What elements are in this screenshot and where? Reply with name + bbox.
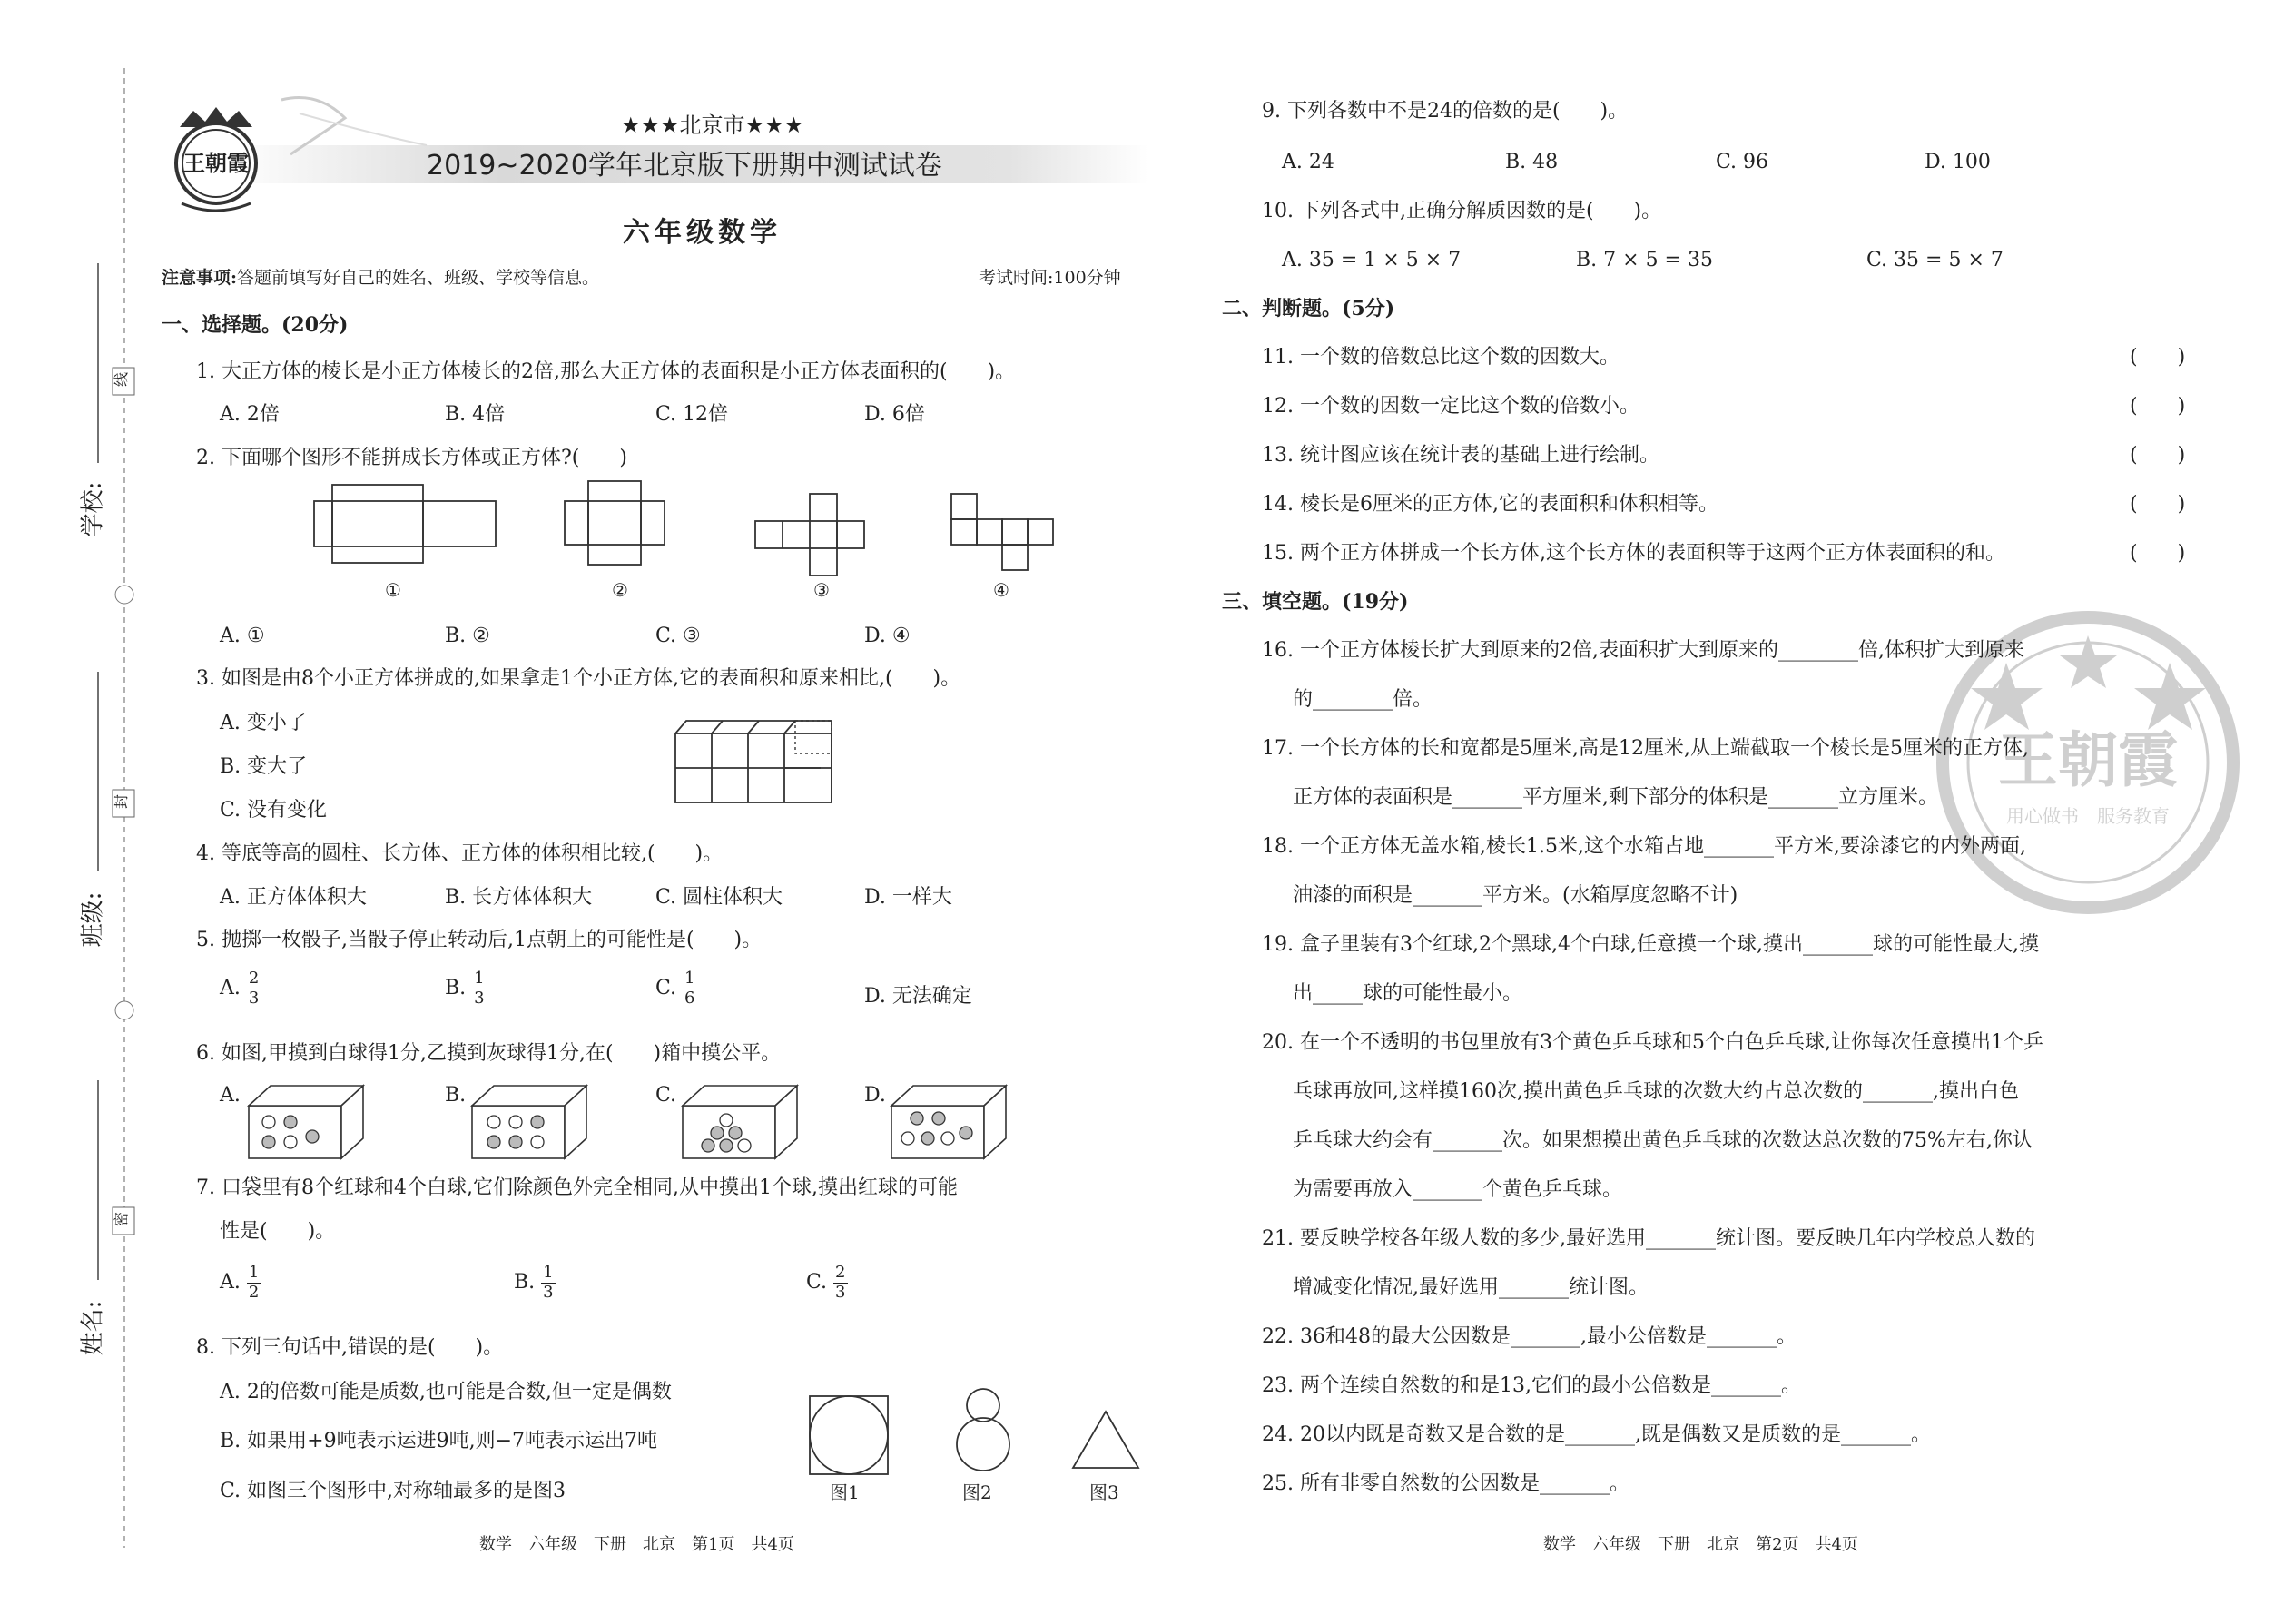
q1-option-c[interactable]: C. 12倍 [655, 403, 729, 426]
q3-option-b[interactable]: B. 变大了 [220, 755, 308, 778]
footer-left: 数学 六年级 下册 北京 第1页 共4页 [479, 1535, 794, 1554]
q4-option-c[interactable]: C. 圆柱体积大 [655, 886, 783, 909]
q20-line4: 为需要再放入_______个黄色乒乓球。 [1293, 1178, 1623, 1201]
q1-option-a[interactable]: A. 2倍 [220, 403, 280, 426]
q5-stem: 5. 抛掷一枚骰子,当骰子停止转动后,1点朝上的可能性是( )。 [196, 929, 763, 951]
q23-text: 23. 两个连续自然数的和是13,它们的最小公倍数是_______。 [1262, 1374, 1801, 1397]
notice-text: 答题前填写好自己的姓名、班级、学校等信息。 [237, 268, 600, 288]
q2-option-c[interactable]: C. ③ [655, 625, 701, 647]
q20-line1: 20. 在一个不透明的书包里放有3个黄色乒乓球和5个白色乒乓球,让你每次任意摸出1个乒 [1262, 1031, 2043, 1054]
q2-figure-2-label: ② [612, 579, 628, 601]
name-label: 姓名: [79, 1300, 107, 1356]
q16-line2: 的________倍。 [1293, 688, 1433, 711]
q12-text: 12. 一个数的因数一定比这个数的倍数小。 [1262, 395, 1639, 418]
q7-stem: 7. 口袋里有8个红球和4个白球,它们除颜色外完全相同,从中摸出1个球,摸出红球的可能 [196, 1176, 958, 1199]
fraction-numerator: 2 [835, 1263, 846, 1282]
q22-text: 22. 36和48的最大公因数是_______,最小公倍数是_______。 [1262, 1325, 1797, 1348]
q1-option-d[interactable]: D. 6倍 [864, 403, 925, 426]
q8-figure-1-label: 图1 [830, 1481, 860, 1503]
q9-option-d[interactable]: D. 100 [1925, 151, 1991, 173]
q6-stem: 6. 如图,甲摸到白球得1分,乙摸到灰球得1分,在( )箱中摸公平。 [196, 1042, 782, 1065]
fraction-numerator: 1 [248, 1263, 260, 1282]
q3-option-a[interactable]: A. 变小了 [220, 712, 307, 734]
exam-time: 考试时间:100分钟 [979, 268, 1121, 288]
q18-line2: 油漆的面积是_______平方米。(水箱厚度忽略不计) [1293, 884, 1738, 907]
q4-option-d[interactable]: D. 一样大 [864, 886, 952, 909]
q17-line2: 正方体的表面积是_______平方厘米,剩下部分的体积是_______立方厘米。 [1293, 786, 1938, 809]
fraction-denominator: 3 [543, 1282, 554, 1302]
q2-stem: 2. 下面哪个图形不能拼成长方体或正方体?( ) [196, 447, 627, 469]
q21-line1: 21. 要反映学校各年级人数的多少,最好选用_______统计图。要反映几年内学校总人数的 [1262, 1227, 2035, 1250]
q8-option-c[interactable]: C. 如图三个图形中,对称轴最多的是图3 [220, 1480, 566, 1502]
q5-option-c-letter: C. [655, 977, 677, 1000]
watermark-slogan: 用心做书 服务教育 [2006, 805, 2170, 827]
fraction-denominator: 3 [835, 1282, 846, 1302]
q6-option-a[interactable]: A. [220, 1084, 241, 1107]
fraction-denominator: 6 [684, 988, 695, 1008]
binding-mark-secret: 密 [113, 1211, 131, 1227]
q11-text: 11. 一个数的倍数总比这个数的因数大。 [1262, 346, 1620, 369]
q19-line2: 出_____球的可能性最小。 [1293, 982, 1523, 1005]
q6-option-b[interactable]: B. [445, 1084, 467, 1107]
q8-option-a[interactable]: A. 2的倍数可能是质数,也可能是合数,但一定是偶数 [220, 1381, 672, 1403]
region-label: ★★★北京市★★★ [621, 113, 804, 138]
fraction-numerator: 1 [543, 1263, 554, 1282]
fraction-numerator: 2 [248, 969, 260, 988]
q14-answer-paren[interactable]: ( ) [2130, 493, 2186, 516]
q1-stem: 1. 大正方体的棱长是小正方体棱长的2倍,那么大正方体的表面积是小正方体表面积的( )。 [196, 360, 1016, 383]
q19-line1: 19. 盒子里装有3个红球,2个黑球,4个白球,任意摸一个球,摸出_______球的可能性最大,摸 [1262, 933, 2039, 956]
q15-answer-paren[interactable]: ( ) [2130, 542, 2186, 565]
q10-stem: 10. 下列各式中,正确分解质因数的是( )。 [1262, 200, 1662, 222]
footer-right: 数学 六年级 下册 北京 第2页 共4页 [1543, 1535, 1858, 1554]
watermark-brand: 王朝霞 [1998, 724, 2178, 795]
fraction-numerator: 1 [474, 969, 485, 988]
q20-line2: 乓球再放回,这样摸160次,摸出黄色乒乓球的次数大约占总次数的_______,摸出白色 [1293, 1080, 2019, 1103]
fraction-numerator: 1 [684, 969, 695, 988]
q5-option-d[interactable]: D. 无法确定 [864, 985, 972, 1008]
q2-option-b[interactable]: B. ② [445, 625, 490, 647]
q11-answer-paren[interactable]: ( ) [2130, 346, 2186, 369]
q2-figure-3-label: ③ [813, 579, 830, 601]
q21-line2: 增减变化情况,最好选用_______统计图。 [1293, 1276, 1649, 1299]
q10-option-c[interactable]: C. 35 = 5 × 7 [1866, 249, 2004, 271]
binding-mark-seal: 封 [113, 793, 131, 810]
q9-option-a[interactable]: A. 24 [1282, 151, 1334, 173]
q25-text: 25. 所有非零自然数的公因数是_______。 [1262, 1472, 1629, 1495]
q1-option-b[interactable]: B. 4倍 [445, 403, 506, 426]
q5-option-b-letter: B. [445, 977, 467, 1000]
q6-option-d[interactable]: D. [864, 1084, 886, 1107]
q13-answer-paren[interactable]: ( ) [2130, 444, 2186, 467]
q2-figure-1-label: ① [385, 579, 401, 601]
school-label: 学校: [79, 481, 107, 537]
class-label: 班级: [79, 891, 107, 948]
q17-line1: 17. 一个长方体的长和宽都是5厘米,高是12厘米,从上端截取一个棱长是5厘米的正方体, [1262, 737, 2029, 760]
q9-option-b[interactable]: B. 48 [1505, 151, 1559, 173]
section2-title: 二、判断题。(5分) [1222, 297, 1395, 320]
binding-mark-line: 线 [113, 371, 131, 388]
q4-option-a[interactable]: A. 正方体体积大 [220, 886, 367, 909]
q12-answer-paren[interactable]: ( ) [2130, 395, 2186, 418]
q24-text: 24. 20以内既是奇数又是合数的是_______,既是偶数又是质数的是_______。 [1262, 1423, 1931, 1446]
exam-title: 2019~2020学年北京版下册期中测试试卷 [427, 150, 942, 182]
q18-line1: 18. 一个正方体无盖水箱,棱长1.5米,这个水箱占地_______平方米,要涂漆它的内外两面, [1262, 835, 2026, 858]
q8-figure-2-label: 图2 [962, 1481, 992, 1503]
q10-option-b[interactable]: B. 7 × 5 = 35 [1576, 249, 1713, 271]
q5-option-a-letter: A. [220, 977, 241, 1000]
q2-figure-4-label: ④ [993, 579, 1009, 601]
q3-stem: 3. 如图是由8个小正方体拼成的,如果拿走1个小正方体,它的表面积和原来相比,( )。 [196, 667, 961, 690]
q8-option-b[interactable]: B. 如果用+9吨表示运进9吨,则−7吨表示运出7吨 [220, 1430, 658, 1452]
q16-line1: 16. 一个正方体棱长扩大到原来的2倍,表面积扩大到原来的________倍,体积扩大到原来 [1262, 639, 2024, 662]
fraction-denominator: 2 [248, 1282, 260, 1302]
q15-text: 15. 两个正方体拼成一个长方体,这个长方体的表面积等于这两个正方体表面积的和。 [1262, 542, 2005, 565]
q2-option-a[interactable]: A. ① [220, 625, 265, 647]
fraction-denominator: 3 [474, 988, 485, 1008]
q4-option-b[interactable]: B. 长方体体积大 [445, 886, 593, 909]
q14-text: 14. 棱长是6厘米的正方体,它的表面积和体积相等。 [1262, 493, 1718, 516]
q10-option-a[interactable]: A. 35 = 1 × 5 × 7 [1282, 249, 1462, 271]
q3-option-c[interactable]: C. 没有变化 [220, 799, 328, 822]
q20-line3: 乒乓球大约会有_______次。如果想摸出黄色乒乓球的次数达总次数的75%左右,你认 [1293, 1129, 2033, 1152]
section1-title: 一、选择题。(20分) [162, 313, 349, 337]
q7-option-b-letter: B. [514, 1271, 536, 1294]
q9-stem: 9. 下列各数中不是24的倍数的是( )。 [1262, 100, 1629, 123]
q9-option-c[interactable]: C. 96 [1716, 151, 1769, 173]
q13-text: 13. 统计图应该在统计表的基础上进行绘制。 [1262, 444, 1659, 467]
fraction-denominator: 3 [248, 988, 260, 1008]
subject-title: 六年级数学 [623, 217, 782, 249]
q7-option-c-letter: C. [806, 1271, 828, 1294]
q8-stem: 8. 下列三句话中,错误的是( )。 [196, 1336, 504, 1359]
q7-stem-continued: 性是( )。 [220, 1220, 336, 1243]
q7-option-a-letter: A. [220, 1271, 241, 1294]
q2-option-d[interactable]: D. ④ [864, 625, 911, 647]
q4-stem: 4. 等底等高的圆柱、长方体、正方体的体积相比较,( )。 [196, 842, 724, 865]
q6-option-c[interactable]: C. [655, 1084, 677, 1107]
logo-text: 王朝霞 [183, 150, 249, 176]
notice-label: 注意事项: [162, 268, 238, 288]
q8-figure-3-label: 图3 [1089, 1481, 1119, 1503]
section3-title: 三、填空题。(19分) [1222, 590, 1409, 614]
